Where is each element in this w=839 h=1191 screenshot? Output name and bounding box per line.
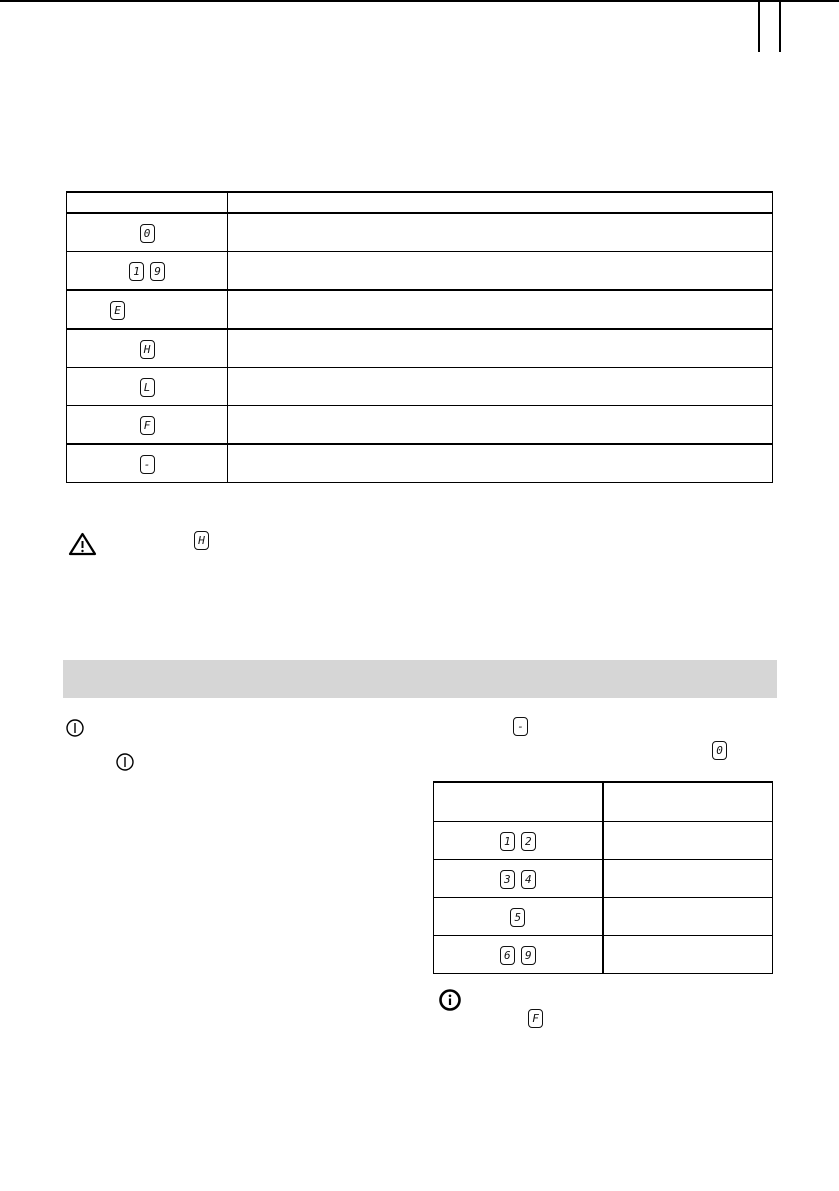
info-display-digit: F — [528, 1009, 543, 1028]
power-icon — [116, 753, 134, 771]
display-digit: 5 — [510, 908, 525, 927]
display-digit: 0 — [140, 224, 155, 243]
table-row — [67, 406, 773, 445]
display-digit: 1 — [129, 262, 144, 281]
table-row — [434, 898, 773, 936]
description-cell — [228, 252, 773, 291]
info-icon — [439, 989, 461, 1011]
display-digit: 1 — [500, 832, 515, 851]
display-digit: - — [140, 455, 155, 474]
display-symbols-table — [66, 191, 773, 483]
symbol-cell — [67, 329, 228, 368]
symbol-cell — [67, 213, 228, 252]
display-digit: 3 — [500, 870, 515, 889]
description-cell — [228, 368, 773, 406]
symbol-cell — [434, 936, 603, 974]
symbol-cell — [67, 368, 228, 406]
table-row — [67, 329, 773, 368]
column-header-symbol — [67, 192, 228, 213]
description-cell — [228, 290, 773, 329]
display-digit: H — [140, 340, 155, 359]
column-header-level — [434, 782, 603, 822]
column-header-description — [228, 192, 773, 213]
display-digit: 2 — [521, 832, 536, 851]
description-cell — [228, 329, 773, 368]
section-header-bar — [63, 660, 777, 698]
table-row — [434, 822, 773, 860]
display-digit: 6 — [500, 946, 515, 965]
page-top-rule — [0, 0, 839, 2]
table-row — [434, 860, 773, 898]
value-cell — [603, 822, 773, 860]
table-row — [434, 936, 773, 974]
display-digit: F — [140, 416, 155, 435]
symbol-cell — [434, 860, 603, 898]
table-row — [67, 213, 773, 252]
display-digit: 0 — [712, 741, 727, 760]
table-row — [67, 290, 773, 329]
value-cell — [603, 898, 773, 936]
crop-marks — [754, 0, 784, 55]
table-row — [67, 444, 773, 483]
heat-level-table — [433, 781, 773, 974]
table-row — [67, 252, 773, 291]
column-header-value — [603, 782, 773, 822]
display-digit: 9 — [150, 262, 165, 281]
symbol-cell — [434, 898, 603, 936]
description-cell — [228, 406, 773, 445]
symbol-cell — [67, 252, 228, 291]
symbol-cell — [67, 444, 228, 483]
warning-display-digit: H — [194, 531, 209, 550]
display-digit: 4 — [521, 870, 536, 889]
warning-triangle-icon — [68, 532, 97, 556]
display-digit: L — [140, 378, 155, 397]
symbol-cell — [67, 290, 228, 329]
display-digit: E — [110, 301, 125, 320]
table-row — [67, 368, 773, 406]
value-cell — [603, 936, 773, 974]
value-cell — [603, 860, 773, 898]
symbol-cell — [67, 406, 228, 445]
display-digit: 9 — [521, 946, 536, 965]
symbol-cell — [434, 822, 603, 860]
description-cell — [228, 444, 773, 483]
display-digit: - — [513, 717, 528, 736]
description-cell — [228, 213, 773, 252]
power-icon — [66, 719, 84, 737]
